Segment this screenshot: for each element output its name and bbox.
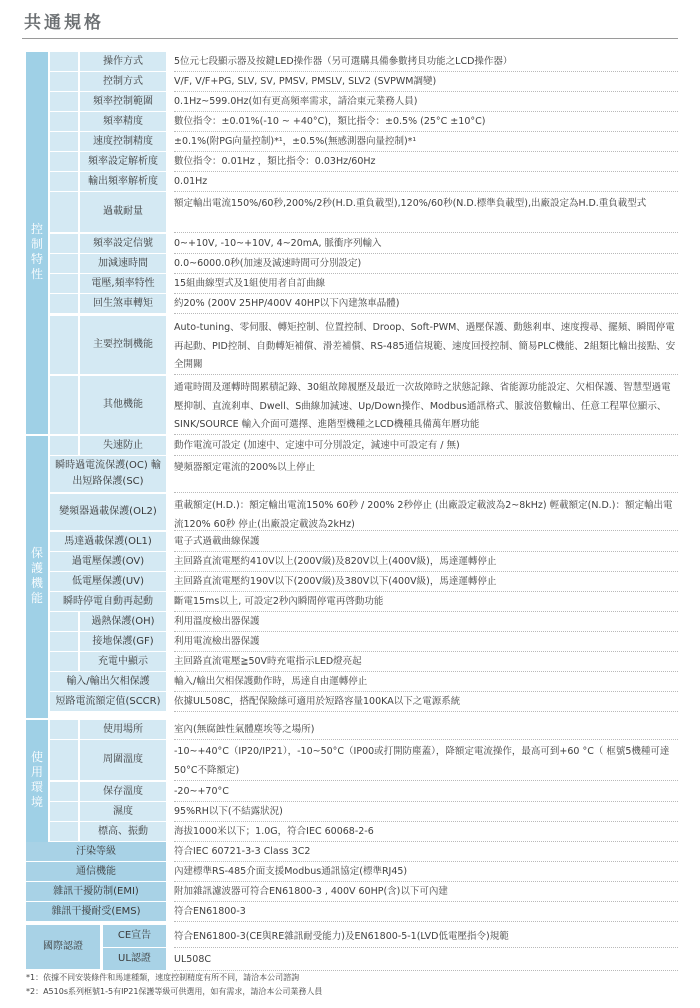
spec-value-text: 斷電15ms以上, 可設定2秒內瞬間停電再啓動功能	[174, 596, 384, 607]
spec-label: 其他機能	[80, 376, 166, 434]
spec-label-pad	[50, 152, 78, 171]
spec-value-text: 電子式過載曲線保護	[174, 536, 260, 547]
spec-label: 主要控制機能	[80, 316, 166, 374]
spec-value	[174, 720, 678, 740]
spec-label-pad	[50, 274, 78, 293]
spec-value	[174, 740, 678, 781]
section-label-protection: 保護機能	[30, 546, 43, 605]
spec-label-pad	[50, 72, 78, 91]
spec-value	[174, 782, 678, 802]
spec-label-pad	[50, 92, 78, 111]
section-label-environment: 使用環境	[30, 750, 43, 809]
spec-label-pad	[50, 172, 78, 191]
spec-label: 控制方式	[80, 72, 166, 91]
spec-value	[174, 172, 678, 192]
spec-label: 過載耐量	[80, 192, 166, 232]
spec-label-pad	[50, 436, 78, 455]
spec-value	[174, 652, 678, 672]
spec-label-pad	[50, 822, 78, 841]
spec-value-text: -10~+40°C（IP20/IP21），-10~50°C（IP00或打開防塵蓋），降額定電流操作，最高可到+60 °C（ 框號5機種可達50°C不降額定)	[174, 746, 670, 776]
spec-label: 過熱保護(OH)	[80, 612, 166, 631]
spec-value-text: 輸入/輸出欠相保護動作時，馬達自由運轉停止	[174, 676, 368, 687]
spec-label: CE宣告	[103, 925, 166, 947]
spec-label: UL認證	[103, 948, 166, 970]
spec-value	[174, 132, 678, 152]
spec-value-text: 通電時間及運轉時間累積記錄、30組故障履歷及最近一次故障時之狀態記錄、省能源功能設定、欠相保護、智慧型過電壓抑制、直流剎車、Dwell、S曲線加減速、Up/Down操作、Modbus通訊格式、脈波倍數輸出、任意工程單位顯示、SINK/SOURCE 輸入介面可選擇、進階型機種之LCD機種具備萬年曆功能	[174, 382, 671, 430]
spec-label: 瞬時過電流保護(OC) 輸出短路保護(SC)	[50, 456, 166, 492]
spec-value	[174, 72, 678, 92]
spec-label-pad	[50, 294, 78, 313]
spec-label: 汙染等級	[26, 842, 166, 861]
title-divider	[22, 38, 678, 39]
spec-value-text: 數位指令：0.01Hz ，類比指令：0.03Hz/60Hz	[174, 156, 376, 167]
spec-label: 通信機能	[26, 862, 166, 881]
spec-label-pad	[50, 720, 78, 739]
spec-value	[174, 948, 678, 971]
spec-value-text: 0.01Hz	[174, 176, 208, 187]
spec-label: 頻率設定信號	[80, 234, 166, 253]
spec-label-pad	[50, 52, 78, 71]
spec-value	[174, 152, 678, 172]
spec-value-text: 額定輸出電流150%/60秒,200%/2秒(H.D.重負載型),120%/60秒(N.D.標準負載型),出廠設定為H.D.重負載型式	[174, 198, 647, 209]
spec-label-pad	[50, 376, 78, 434]
spec-label: 輸入/輸出欠相保護	[50, 672, 166, 691]
spec-label: 雜訊干擾防制(EMI)	[26, 882, 166, 901]
spec-label: 瞬時停電自動再起動	[50, 592, 166, 611]
section-environment	[26, 720, 48, 842]
spec-value-text: 主回路直流電壓約410V以上(200V級)及820V以上(400V級)，馬達運轉停止	[174, 556, 497, 567]
spec-value	[174, 274, 678, 294]
spec-value-text: 主回路直流電壓≧50V時充電指示LED燈亮起	[174, 656, 362, 667]
spec-label: 操作方式	[80, 52, 166, 71]
spec-label: 電壓,頻率特性	[80, 274, 166, 293]
spec-value	[174, 632, 678, 652]
spec-label: 回生煞車轉矩	[80, 294, 166, 313]
spec-value-text: Auto-tuning、零伺服、轉矩控制、位置控制、Droop、Soft-PWM、過壓保護、動態剎車、速度搜尋、擺頻、瞬間停電再起動、PID控制、自動轉矩補償、滑差補償、RS-485通信規範、速度回授控制、簡易PLC機能、2組類比輸出接點、安全開關	[174, 322, 676, 370]
spec-value	[174, 842, 678, 862]
spec-label-pad	[50, 316, 78, 374]
spec-label-pad	[50, 112, 78, 131]
spec-value	[174, 532, 678, 552]
spec-value-text: 數位指令：±0.01%(-10 ~ +40°C)，類比指令：±0.5% (25°C ±10°C)	[174, 116, 486, 127]
spec-value-text: 主回路直流電壓約190V以下(200V級)及380V以下(400V級)，馬達運轉停止	[174, 576, 497, 587]
spec-value	[174, 294, 678, 314]
spec-value-text: 利用電流檢出器保護	[174, 636, 260, 647]
spec-value	[174, 316, 678, 375]
section-control	[26, 52, 48, 434]
spec-value	[174, 456, 678, 493]
spec-value-text: 附加雜訊濾波器可符合EN61800-3 , 400V 60HP(含)以下可內建	[174, 886, 448, 897]
spec-value	[174, 672, 678, 692]
spec-value	[174, 192, 678, 233]
spec-label: 馬達過載保護(OL1)	[50, 532, 166, 551]
spec-value-text: 室內(無腐蝕性氣體塵埃等之場所)	[174, 724, 315, 735]
spec-value-text: ±0.1%(附PG向量控制)*¹，±0.5%(無感測器向量控制)*¹	[174, 136, 417, 147]
spec-value-text: 0~+10V, -10~+10V, 4~20mA, 脈衝序列輸入	[174, 238, 382, 249]
spec-label: 速度控制精度	[80, 132, 166, 151]
spec-value-text: 動作電流可設定 (加速中、定速中可分別設定，減速中可設定有 / 無)	[174, 440, 460, 451]
spec-value-text: 約20% (200V 25HP/400V 40HP以下內建煞車晶體)	[174, 298, 400, 309]
spec-value-text: V/F, V/F+PG, SLV, SV, PMSV, PMSLV, SLV2 (SVPWM調變)	[174, 76, 437, 87]
spec-value	[174, 92, 678, 112]
spec-label: 接地保護(GF)	[80, 632, 166, 651]
spec-value	[174, 112, 678, 132]
section-label-control: 控制特性	[30, 222, 43, 281]
spec-label: 雜訊干擾耐受(EMS)	[26, 902, 166, 921]
spec-label: 頻率控制範圍	[80, 92, 166, 111]
spec-value-text: 5位元七段顯示器及按鍵LED操作器（另可選購具備參數拷貝功能之LCD操作器）	[174, 56, 513, 67]
spec-value-text: 符合IEC 60721-3-3 Class 3C2	[174, 846, 311, 857]
spec-value	[174, 234, 678, 254]
spec-label: 充電中顯示	[80, 652, 166, 671]
spec-label: 失速防止	[80, 436, 166, 455]
intl-cert-label: 國際認證	[26, 925, 100, 969]
spec-label-pad	[50, 254, 78, 273]
spec-value-text: 海拔1000米以下；1.0G，符合IEC 60068-2-6	[174, 826, 374, 837]
spec-label-pad	[50, 782, 78, 801]
spec-value	[174, 882, 678, 902]
spec-value	[174, 822, 678, 842]
spec-label-pad	[50, 632, 78, 651]
spec-label-pad	[50, 192, 78, 232]
spec-value	[174, 612, 678, 632]
spec-value-text: 15組曲線型式及1組使用者自訂曲線	[174, 278, 326, 289]
spec-label: 低電壓保護(UV)	[50, 572, 166, 591]
spec-value	[174, 802, 678, 822]
spec-value	[174, 592, 678, 612]
spec-label: 變頻器過載保護(OL2)	[50, 494, 166, 530]
spec-label: 頻率設定解析度	[80, 152, 166, 171]
spec-value	[174, 494, 678, 531]
spec-value-text: 符合EN61800-3(CE與RE雜訊耐受能力)及EN61800-5-1(LVD低電壓指令)規範	[174, 930, 509, 942]
spec-label: 輸出頻率解析度	[80, 172, 166, 191]
spec-value-text: 內建標準RS-485介面支援Modbus通訊協定(標準RJ45)	[174, 866, 408, 877]
spec-value-text: 重載額定(H.D.)：額定輸出電流150% 60秒 / 200% 2秒停止 (出廠設定載波為2~8kHz) 輕載額定(N.D.)：額定輸出電流120% 60秒 停止(出廠設定載波為2kHz)	[174, 500, 673, 530]
spec-label: 標高、振動	[80, 822, 166, 841]
spec-value	[174, 436, 678, 456]
spec-label-pad	[50, 234, 78, 253]
spec-value-text: 變頻器額定電流的200%以上停止	[174, 462, 316, 473]
spec-label-pad	[50, 612, 78, 631]
spec-value	[174, 52, 678, 72]
spec-value	[174, 692, 678, 712]
spec-label-pad	[50, 132, 78, 151]
section-protection	[26, 436, 48, 718]
spec-label: 使用場所	[80, 720, 166, 739]
spec-value-text: 符合EN61800-3	[174, 906, 246, 917]
spec-value	[174, 925, 678, 948]
page-title: 共通規格	[24, 13, 104, 33]
spec-value	[174, 572, 678, 592]
spec-label: 過電壓保護(OV)	[50, 552, 166, 571]
spec-label: 濕度	[80, 802, 166, 821]
spec-label: 保存溫度	[80, 782, 166, 801]
footnote-2: *2：A510s系列框號1-5有IP21保護等級可供選用，如有需求，請洽本公司業務人員	[26, 987, 323, 996]
spec-value	[174, 254, 678, 274]
footnote-1: *1：依據不同安裝條件和馬達種類，速度控制精度有所不同，請洽本公司諮詢	[26, 973, 300, 982]
spec-value	[174, 376, 678, 435]
spec-label-pad	[50, 740, 78, 780]
spec-value-text: 依據UL508C，搭配保險絲可適用於短路容量100KA以下之電源系統	[174, 696, 461, 707]
spec-value-text: -20~+70°C	[174, 786, 229, 797]
spec-value	[174, 902, 678, 922]
spec-value	[174, 862, 678, 882]
spec-label: 加減速時間	[80, 254, 166, 273]
spec-value-text: 0.1Hz~599.0Hz(如有更高頻率需求，請洽東元業務人員)	[174, 96, 418, 107]
spec-label-pad	[50, 802, 78, 821]
spec-value	[174, 552, 678, 572]
spec-label: 頻率精度	[80, 112, 166, 131]
spec-value-text: 利用溫度檢出器保護	[174, 616, 260, 627]
spec-label: 周圍溫度	[80, 740, 166, 780]
spec-label: 短路電流額定值(SCCR)	[50, 692, 166, 711]
spec-value-text: UL508C	[174, 953, 212, 965]
spec-label-pad	[50, 652, 78, 671]
spec-value-text: 95%RH以下(不結露狀況)	[174, 806, 283, 817]
spec-value-text: 0.0~6000.0秒(加速及減速時間可分別設定)	[174, 258, 362, 269]
